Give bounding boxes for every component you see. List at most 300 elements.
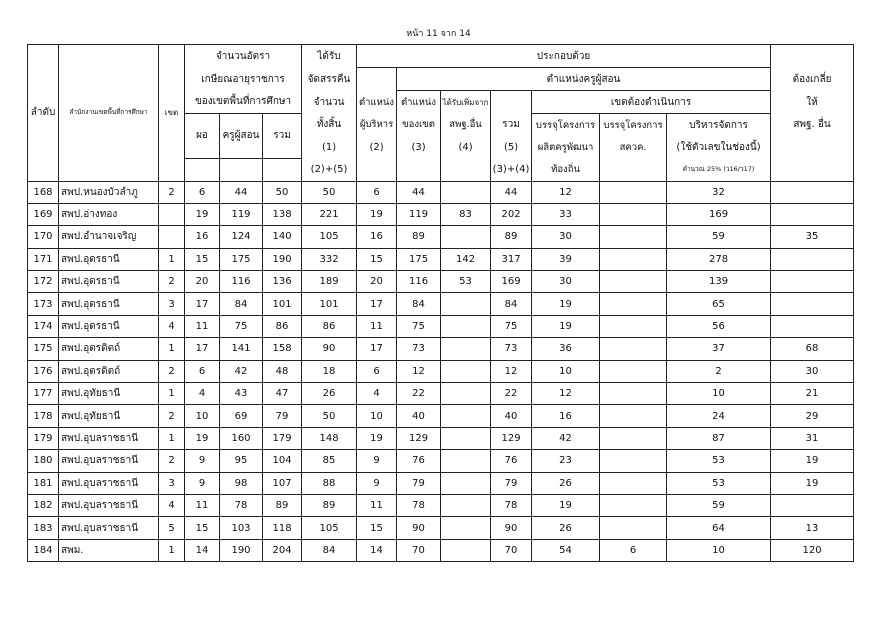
cell-order: 180 — [28, 450, 59, 472]
cell-zone-pos: 22 — [397, 383, 441, 405]
cell-sum: 129 — [491, 427, 532, 449]
cell-manage: 59 — [667, 494, 771, 516]
cell-from-other — [441, 472, 491, 494]
cell-zone: 1 — [159, 248, 185, 270]
cell-sum: 169 — [491, 271, 532, 293]
cell-zone-pos: 76 — [397, 450, 441, 472]
header-admin-line1: ตำแหน่ง — [357, 91, 397, 114]
cell-zone-pos: 119 — [397, 203, 441, 225]
cell-received: 26 — [302, 383, 357, 405]
cell-return: 68 — [771, 338, 854, 360]
cell-manage: 59 — [667, 226, 771, 248]
cell-from-other — [441, 494, 491, 516]
cell-order: 173 — [28, 293, 59, 315]
header-sum-formula: (3)+(4) — [491, 158, 532, 181]
cell-project-skw — [600, 360, 667, 382]
cell-zone: 1 — [159, 383, 185, 405]
cell-project-skw — [600, 517, 667, 539]
cell-order: 177 — [28, 383, 59, 405]
header-other-n4: (4) — [441, 136, 491, 158]
cell-order: 175 — [28, 338, 59, 360]
cell-from-other — [441, 338, 491, 360]
header-proj2-line2: สควค. — [600, 136, 667, 158]
cell-project-skw: 6 — [600, 539, 667, 561]
header-admin-n2: (2) — [357, 136, 397, 158]
cell-zone-pos: 175 — [397, 248, 441, 270]
cell-zone: 2 — [159, 181, 185, 203]
cell-admin-pos: 11 — [357, 315, 397, 337]
cell-from-other — [441, 450, 491, 472]
header-return-bottom — [771, 158, 854, 181]
allocation-table — [27, 44, 854, 562]
cell-return: 30 — [771, 360, 854, 382]
cell-rate-total: 47 — [263, 383, 302, 405]
cell-admin-pos: 9 — [357, 450, 397, 472]
cell-project-local: 26 — [532, 517, 600, 539]
cell-admin-pos: 17 — [357, 293, 397, 315]
cell-return — [771, 315, 854, 337]
cell-manage: 24 — [667, 405, 771, 427]
cell-rate-total: 48 — [263, 360, 302, 382]
cell-rate-total: 136 — [263, 271, 302, 293]
cell-return: 19 — [771, 450, 854, 472]
header-received-line2: จัดสรรคืน — [302, 68, 357, 91]
header-zonepos-line1: ตำแหน่ง — [397, 91, 441, 114]
cell-rate-admin: 14 — [185, 539, 220, 561]
cell-rate-admin: 11 — [185, 494, 220, 516]
cell-office: สพป.อุดรธานี — [59, 315, 159, 337]
cell-project-skw — [600, 494, 667, 516]
cell-zone: 1 — [159, 539, 185, 561]
table-row — [28, 472, 854, 494]
cell-zone: 4 — [159, 494, 185, 516]
cell-rate-total: 50 — [263, 181, 302, 203]
cell-office: สพป.อุตรดิตถ์ — [59, 360, 159, 382]
cell-rate-admin: 19 — [185, 427, 220, 449]
cell-project-skw — [600, 271, 667, 293]
cell-order: 179 — [28, 427, 59, 449]
cell-project-local: 33 — [532, 203, 600, 225]
cell-received: 101 — [302, 293, 357, 315]
cell-received: 105 — [302, 517, 357, 539]
table-row — [28, 248, 854, 270]
cell-office: สพป.อุทัยธานี — [59, 405, 159, 427]
cell-rate-total: 86 — [263, 315, 302, 337]
cell-rate-total: 190 — [263, 248, 302, 270]
header-rate-total-gap — [263, 158, 302, 181]
cell-zone-pos: 78 — [397, 494, 441, 516]
header-manage-note: คำนวณ 25% (ว16/ว17) — [667, 158, 771, 181]
cell-manage: 169 — [667, 203, 771, 225]
cell-office: สพป.อำนาจเจริญ — [59, 226, 159, 248]
cell-office: สพป.อุทัยธานี — [59, 383, 159, 405]
cell-received: 88 — [302, 472, 357, 494]
cell-rate-teacher: 78 — [220, 494, 263, 516]
cell-admin-pos: 6 — [357, 181, 397, 203]
cell-order: 171 — [28, 248, 59, 270]
cell-received: 105 — [302, 226, 357, 248]
cell-manage: 10 — [667, 383, 771, 405]
cell-admin-pos: 19 — [357, 427, 397, 449]
header-return-gap — [771, 136, 854, 158]
cell-rate-admin: 20 — [185, 271, 220, 293]
cell-project-local: 30 — [532, 271, 600, 293]
cell-office: สพป.หนองบัวลำภู — [59, 181, 159, 203]
cell-return — [771, 203, 854, 225]
cell-project-skw — [600, 383, 667, 405]
cell-office: สพป.อุบลราชธานี — [59, 494, 159, 516]
cell-rate-teacher: 124 — [220, 226, 263, 248]
cell-zone: 5 — [159, 517, 185, 539]
cell-order: 170 — [28, 226, 59, 248]
cell-return — [771, 271, 854, 293]
header-proj2-line1: บรรจุโครงการ — [600, 114, 667, 137]
cell-admin-pos: 17 — [357, 338, 397, 360]
cell-sum: 78 — [491, 494, 532, 516]
cell-return: 31 — [771, 427, 854, 449]
header-admin-line2: ผู้บริหาร — [357, 114, 397, 137]
cell-admin-pos: 14 — [357, 539, 397, 561]
cell-manage: 56 — [667, 315, 771, 337]
cell-manage: 87 — [667, 427, 771, 449]
cell-order: 182 — [28, 494, 59, 516]
cell-sum: 44 — [491, 181, 532, 203]
table-body — [28, 181, 854, 562]
header-sum-line1: รวม — [491, 114, 532, 137]
cell-office: สพป.อุตรดิตถ์ — [59, 338, 159, 360]
cell-zone-pos: 90 — [397, 517, 441, 539]
header-received-line1: ได้รับ — [302, 45, 357, 68]
cell-office: สพป.อุบลราชธานี — [59, 517, 159, 539]
header-proj2-gap — [600, 158, 667, 181]
cell-rate-total: 104 — [263, 450, 302, 472]
cell-office: สพป.อุดรธานี — [59, 271, 159, 293]
header-proj1-line2: ผลิตครูพัฒนา — [532, 136, 600, 158]
cell-project-local: 42 — [532, 427, 600, 449]
cell-project-skw — [600, 405, 667, 427]
header-received-formula: (2)+(5) — [302, 158, 357, 181]
cell-office: สพม. — [59, 539, 159, 561]
header-other-line1: ได้รับเพิ่มจาก — [441, 91, 491, 114]
cell-manage: 65 — [667, 293, 771, 315]
cell-zone: 2 — [159, 450, 185, 472]
cell-project-local: 54 — [532, 539, 600, 561]
header-teacher-pos-gap — [357, 68, 397, 91]
cell-rate-admin: 15 — [185, 517, 220, 539]
cell-manage: 2 — [667, 360, 771, 382]
cell-office: สพป.อุบลราชธานี — [59, 427, 159, 449]
header-zonepos-line2: ของเขต — [397, 114, 441, 137]
cell-from-other: 83 — [441, 203, 491, 225]
cell-zone: 4 — [159, 315, 185, 337]
table-row — [28, 517, 854, 539]
cell-zone: 3 — [159, 293, 185, 315]
cell-sum: 317 — [491, 248, 532, 270]
cell-zone — [159, 203, 185, 225]
cell-project-skw — [600, 315, 667, 337]
cell-rate-teacher: 160 — [220, 427, 263, 449]
cell-return: 29 — [771, 405, 854, 427]
cell-rate-teacher: 190 — [220, 539, 263, 561]
cell-rate-admin: 16 — [185, 226, 220, 248]
cell-zone: 3 — [159, 472, 185, 494]
cell-order: 184 — [28, 539, 59, 561]
cell-project-local: 19 — [532, 293, 600, 315]
cell-rate-teacher: 42 — [220, 360, 263, 382]
cell-project-skw — [600, 293, 667, 315]
cell-admin-pos: 15 — [357, 517, 397, 539]
cell-rate-total: 101 — [263, 293, 302, 315]
header-sum-n5: (5) — [491, 136, 532, 158]
table-row — [28, 405, 854, 427]
cell-received: 50 — [302, 181, 357, 203]
cell-project-local: 26 — [532, 472, 600, 494]
cell-from-other — [441, 226, 491, 248]
table-header — [28, 45, 854, 182]
cell-project-skw — [600, 248, 667, 270]
cell-zone-pos: 84 — [397, 293, 441, 315]
cell-rate-teacher: 75 — [220, 315, 263, 337]
header-admin-gap — [357, 158, 397, 181]
cell-sum: 40 — [491, 405, 532, 427]
table-row — [28, 383, 854, 405]
cell-from-other — [441, 293, 491, 315]
cell-zone-pos: 89 — [397, 226, 441, 248]
cell-project-skw — [600, 472, 667, 494]
cell-sum: 76 — [491, 450, 532, 472]
header-return-line3: สพฐ. อื่น — [771, 114, 854, 137]
cell-rate-teacher: 43 — [220, 383, 263, 405]
header-return-line1: ต้องเกลี่ย — [771, 68, 854, 91]
cell-project-local: 19 — [532, 315, 600, 337]
cell-zone-pos: 73 — [397, 338, 441, 360]
header-composed: ประกอบด้วย — [357, 45, 771, 68]
cell-zone-pos: 79 — [397, 472, 441, 494]
cell-rate-admin: 17 — [185, 293, 220, 315]
cell-office: สพป.อุดรธานี — [59, 248, 159, 270]
cell-rate-total: 140 — [263, 226, 302, 248]
cell-office: สพป.อ่างทอง — [59, 203, 159, 225]
cell-manage: 53 — [667, 472, 771, 494]
cell-from-other — [441, 539, 491, 561]
table-row — [28, 338, 854, 360]
cell-manage: 64 — [667, 517, 771, 539]
cell-office: สพป.อุบลราชธานี — [59, 450, 159, 472]
cell-sum: 84 — [491, 293, 532, 315]
cell-project-local: 30 — [532, 226, 600, 248]
cell-rate-teacher: 116 — [220, 271, 263, 293]
cell-sum: 12 — [491, 360, 532, 382]
header-zone-action: เขตต้องดำเนินการ — [532, 91, 771, 114]
cell-from-other — [441, 360, 491, 382]
table-row — [28, 360, 854, 382]
cell-order: 168 — [28, 181, 59, 203]
cell-received: 221 — [302, 203, 357, 225]
cell-zone: 2 — [159, 405, 185, 427]
cell-from-other — [441, 427, 491, 449]
header-return-empty — [771, 45, 854, 68]
header-return-line2: ให้ — [771, 91, 854, 114]
header-proj1-line3: ท้องถิ่น — [532, 158, 600, 181]
header-rate-teacher-gap — [220, 158, 263, 181]
header-received-line4: ทั้งสิ้น — [302, 114, 357, 137]
cell-manage: 32 — [667, 181, 771, 203]
cell-sum: 89 — [491, 226, 532, 248]
cell-rate-total: 158 — [263, 338, 302, 360]
table-row — [28, 539, 854, 561]
cell-project-local: 23 — [532, 450, 600, 472]
cell-return: 21 — [771, 383, 854, 405]
cell-sum: 70 — [491, 539, 532, 561]
cell-received: 89 — [302, 494, 357, 516]
cell-rate-teacher: 98 — [220, 472, 263, 494]
cell-sum: 73 — [491, 338, 532, 360]
cell-sum: 202 — [491, 203, 532, 225]
cell-rate-teacher: 119 — [220, 203, 263, 225]
cell-rate-total: 118 — [263, 517, 302, 539]
cell-rate-teacher: 141 — [220, 338, 263, 360]
cell-admin-pos: 15 — [357, 248, 397, 270]
cell-manage: 53 — [667, 450, 771, 472]
cell-sum: 79 — [491, 472, 532, 494]
cell-project-skw — [600, 427, 667, 449]
cell-rate-admin: 9 — [185, 472, 220, 494]
table-row — [28, 203, 854, 225]
cell-from-other: 142 — [441, 248, 491, 270]
cell-rate-admin: 4 — [185, 383, 220, 405]
cell-project-skw — [600, 203, 667, 225]
cell-admin-pos: 6 — [357, 360, 397, 382]
table-row — [28, 315, 854, 337]
cell-from-other: 53 — [441, 271, 491, 293]
cell-received: 85 — [302, 450, 357, 472]
cell-received: 148 — [302, 427, 357, 449]
cell-rate-teacher: 95 — [220, 450, 263, 472]
header-rate-admin: ผอ — [185, 114, 220, 159]
header-manage-line2: (ใช้ตัวเลขในช่องนี้) — [667, 136, 771, 158]
cell-rate-total: 107 — [263, 472, 302, 494]
header-rate-teacher: ครูผู้สอน — [220, 114, 263, 159]
header-other-line2: สพฐ.อื่น — [441, 114, 491, 137]
cell-zone-pos: 75 — [397, 315, 441, 337]
cell-admin-pos: 20 — [357, 271, 397, 293]
cell-office: สพป.อุดรธานี — [59, 293, 159, 315]
cell-zone-pos: 116 — [397, 271, 441, 293]
cell-manage: 278 — [667, 248, 771, 270]
cell-rate-admin: 17 — [185, 338, 220, 360]
cell-project-local: 19 — [532, 494, 600, 516]
cell-received: 189 — [302, 271, 357, 293]
cell-order: 176 — [28, 360, 59, 382]
cell-manage: 10 — [667, 539, 771, 561]
table-row — [28, 293, 854, 315]
cell-project-skw — [600, 338, 667, 360]
table-row — [28, 271, 854, 293]
cell-rate-teacher: 84 — [220, 293, 263, 315]
cell-sum: 22 — [491, 383, 532, 405]
cell-zone — [159, 226, 185, 248]
cell-zone: 2 — [159, 360, 185, 382]
cell-rate-admin: 10 — [185, 405, 220, 427]
cell-zone-pos: 12 — [397, 360, 441, 382]
cell-zone: 1 — [159, 338, 185, 360]
header-rate-line3: ของเขตพื้นที่การศึกษา — [185, 91, 302, 114]
cell-admin-pos: 4 — [357, 383, 397, 405]
cell-order: 169 — [28, 203, 59, 225]
table-row — [28, 226, 854, 248]
header-rate-total: รวม — [263, 114, 302, 159]
cell-rate-total: 138 — [263, 203, 302, 225]
cell-order: 183 — [28, 517, 59, 539]
cell-rate-admin: 11 — [185, 315, 220, 337]
cell-project-skw — [600, 226, 667, 248]
cell-return — [771, 293, 854, 315]
cell-admin-pos: 16 — [357, 226, 397, 248]
cell-received: 90 — [302, 338, 357, 360]
table-row — [28, 427, 854, 449]
cell-from-other — [441, 517, 491, 539]
cell-rate-total: 179 — [263, 427, 302, 449]
page-number: หน้า 11 จาก 14 — [406, 29, 471, 39]
table-row — [28, 450, 854, 472]
cell-project-local: 36 — [532, 338, 600, 360]
cell-admin-pos: 19 — [357, 203, 397, 225]
cell-zone-pos: 129 — [397, 427, 441, 449]
cell-zone: 2 — [159, 271, 185, 293]
header-other-gap — [441, 158, 491, 181]
cell-return: 13 — [771, 517, 854, 539]
cell-received: 50 — [302, 405, 357, 427]
cell-rate-teacher: 44 — [220, 181, 263, 203]
cell-order: 174 — [28, 315, 59, 337]
cell-from-other — [441, 383, 491, 405]
cell-project-local: 10 — [532, 360, 600, 382]
header-zonepos-n3: (3) — [397, 136, 441, 158]
cell-project-local: 12 — [532, 383, 600, 405]
cell-order: 172 — [28, 271, 59, 293]
cell-return: 19 — [771, 472, 854, 494]
cell-rate-total: 204 — [263, 539, 302, 561]
cell-rate-admin: 6 — [185, 181, 220, 203]
cell-order: 178 — [28, 405, 59, 427]
cell-zone-pos: 70 — [397, 539, 441, 561]
table-row — [28, 494, 854, 516]
header-rate-admin-gap — [185, 158, 220, 181]
cell-admin-pos: 11 — [357, 494, 397, 516]
cell-received: 86 — [302, 315, 357, 337]
header-teacher-positions: ตำแหน่งครูผู้สอน — [397, 68, 771, 91]
cell-project-skw — [600, 450, 667, 472]
cell-rate-teacher: 175 — [220, 248, 263, 270]
cell-rate-total: 79 — [263, 405, 302, 427]
cell-rate-admin: 19 — [185, 203, 220, 225]
cell-order: 181 — [28, 472, 59, 494]
header-order: ลำดับ — [28, 45, 59, 182]
cell-from-other — [441, 315, 491, 337]
header-zonepos-gap — [397, 158, 441, 181]
cell-return: 35 — [771, 226, 854, 248]
header-office: สำนักงานเขตพื้นที่การศึกษา — [59, 45, 159, 182]
cell-project-local: 39 — [532, 248, 600, 270]
cell-office: สพป.อุบลราชธานี — [59, 472, 159, 494]
cell-rate-teacher: 103 — [220, 517, 263, 539]
cell-project-local: 12 — [532, 181, 600, 203]
cell-return: 120 — [771, 539, 854, 561]
table-row — [28, 181, 854, 203]
cell-project-local: 16 — [532, 405, 600, 427]
header-received-line3: จำนวน — [302, 91, 357, 114]
cell-received: 18 — [302, 360, 357, 382]
